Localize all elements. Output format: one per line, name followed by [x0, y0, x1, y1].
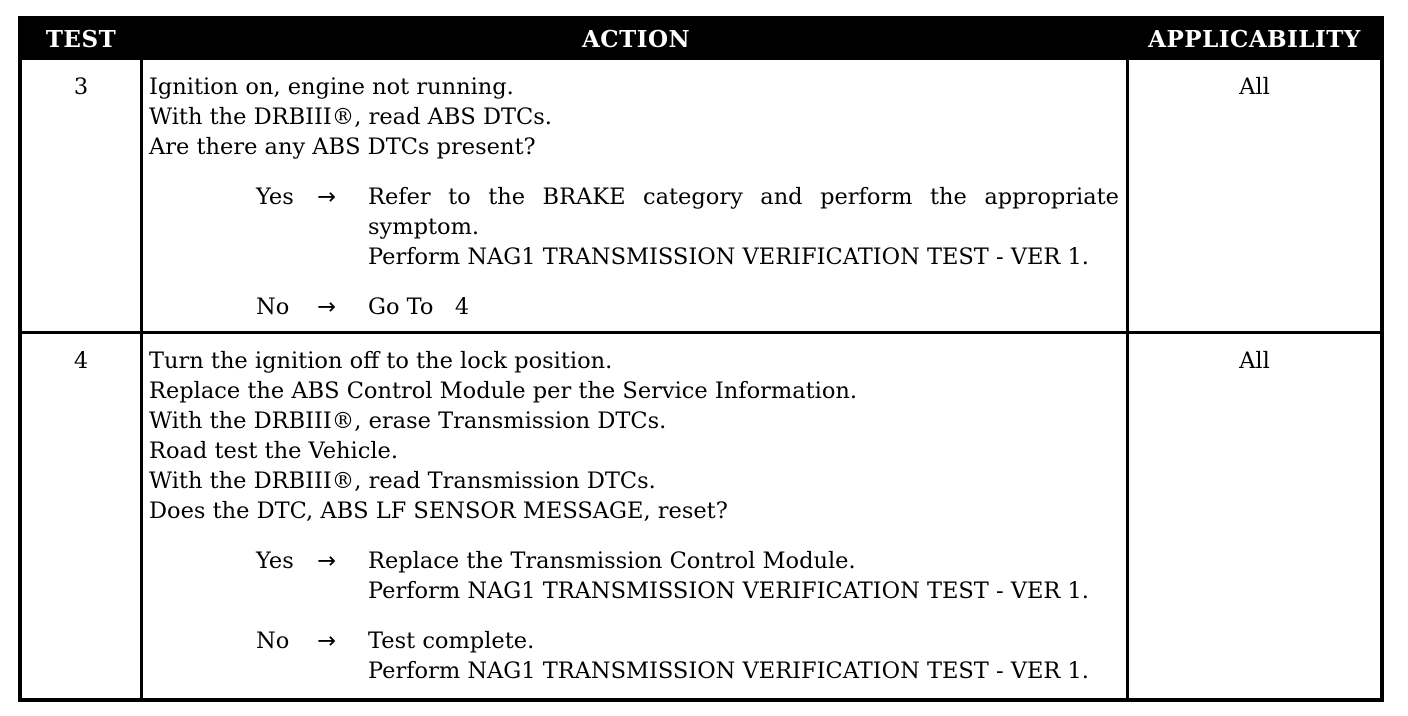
yes-text: Refer to the BRAKE category and perform the appropriate	[368, 184, 1119, 210]
action-step: With the DRBIII®, read Transmission DTCs.	[149, 468, 656, 494]
column-divider	[1126, 60, 1129, 698]
table-header	[22, 20, 1380, 60]
yes-text: Perform NAG1 TRANSMISSION VERIFICATION TEST - VER 1.	[368, 244, 1089, 270]
yes-response	[256, 546, 1124, 606]
header-applicability: APPLICABILITY	[1148, 26, 1361, 53]
yes-text: Perform NAG1 TRANSMISSION VERIFICATION TEST - VER 1.	[368, 578, 1089, 604]
yes-response	[256, 182, 1124, 272]
column-divider	[140, 60, 143, 698]
right-arrow-icon: →	[317, 184, 336, 210]
action-step: With the DRBIII®, erase Transmission DTCs.	[149, 408, 667, 434]
header-test: TEST	[45, 26, 117, 53]
right-arrow-icon: →	[317, 294, 336, 320]
no-label: No	[256, 628, 290, 654]
action-step: Turn the ignition off to the lock position.	[149, 348, 613, 374]
right-arrow-icon: →	[317, 548, 336, 574]
row-4-action	[149, 346, 1124, 686]
row-divider	[22, 331, 1380, 334]
yes-text: Replace the Transmission Control Module.	[368, 548, 856, 574]
action-step: Road test the Vehicle.	[149, 438, 399, 464]
right-arrow-icon: →	[317, 628, 336, 654]
action-step: Replace the ABS Control Module per the Service Information.	[149, 378, 858, 404]
diagnostic-test-table	[18, 16, 1384, 702]
no-response	[256, 292, 1124, 322]
yes-label: Yes	[256, 548, 294, 574]
row-4-applicability: All	[1239, 348, 1270, 374]
no-text: Go To 4	[368, 294, 470, 320]
header-action: ACTION	[581, 26, 691, 53]
no-text: Test complete.	[368, 628, 535, 654]
yes-label: Yes	[256, 184, 294, 210]
action-step: Are there any ABS DTCs present?	[149, 134, 536, 160]
no-text: Perform NAG1 TRANSMISSION VERIFICATION TEST - VER 1.	[368, 658, 1089, 684]
no-label: No	[256, 294, 290, 320]
row-4-test-number: 4	[73, 348, 89, 374]
no-response	[256, 626, 1124, 686]
yes-text: symptom.	[368, 214, 480, 240]
action-step: Ignition on, engine not running.	[149, 74, 514, 100]
row-3-applicability: All	[1239, 74, 1270, 100]
row-3-action	[149, 72, 1124, 322]
action-step: With the DRBIII®, read ABS DTCs.	[149, 104, 552, 130]
action-step: Does the DTC, ABS LF SENSOR MESSAGE, reset?	[149, 498, 728, 524]
row-3-test-number: 3	[73, 74, 89, 100]
